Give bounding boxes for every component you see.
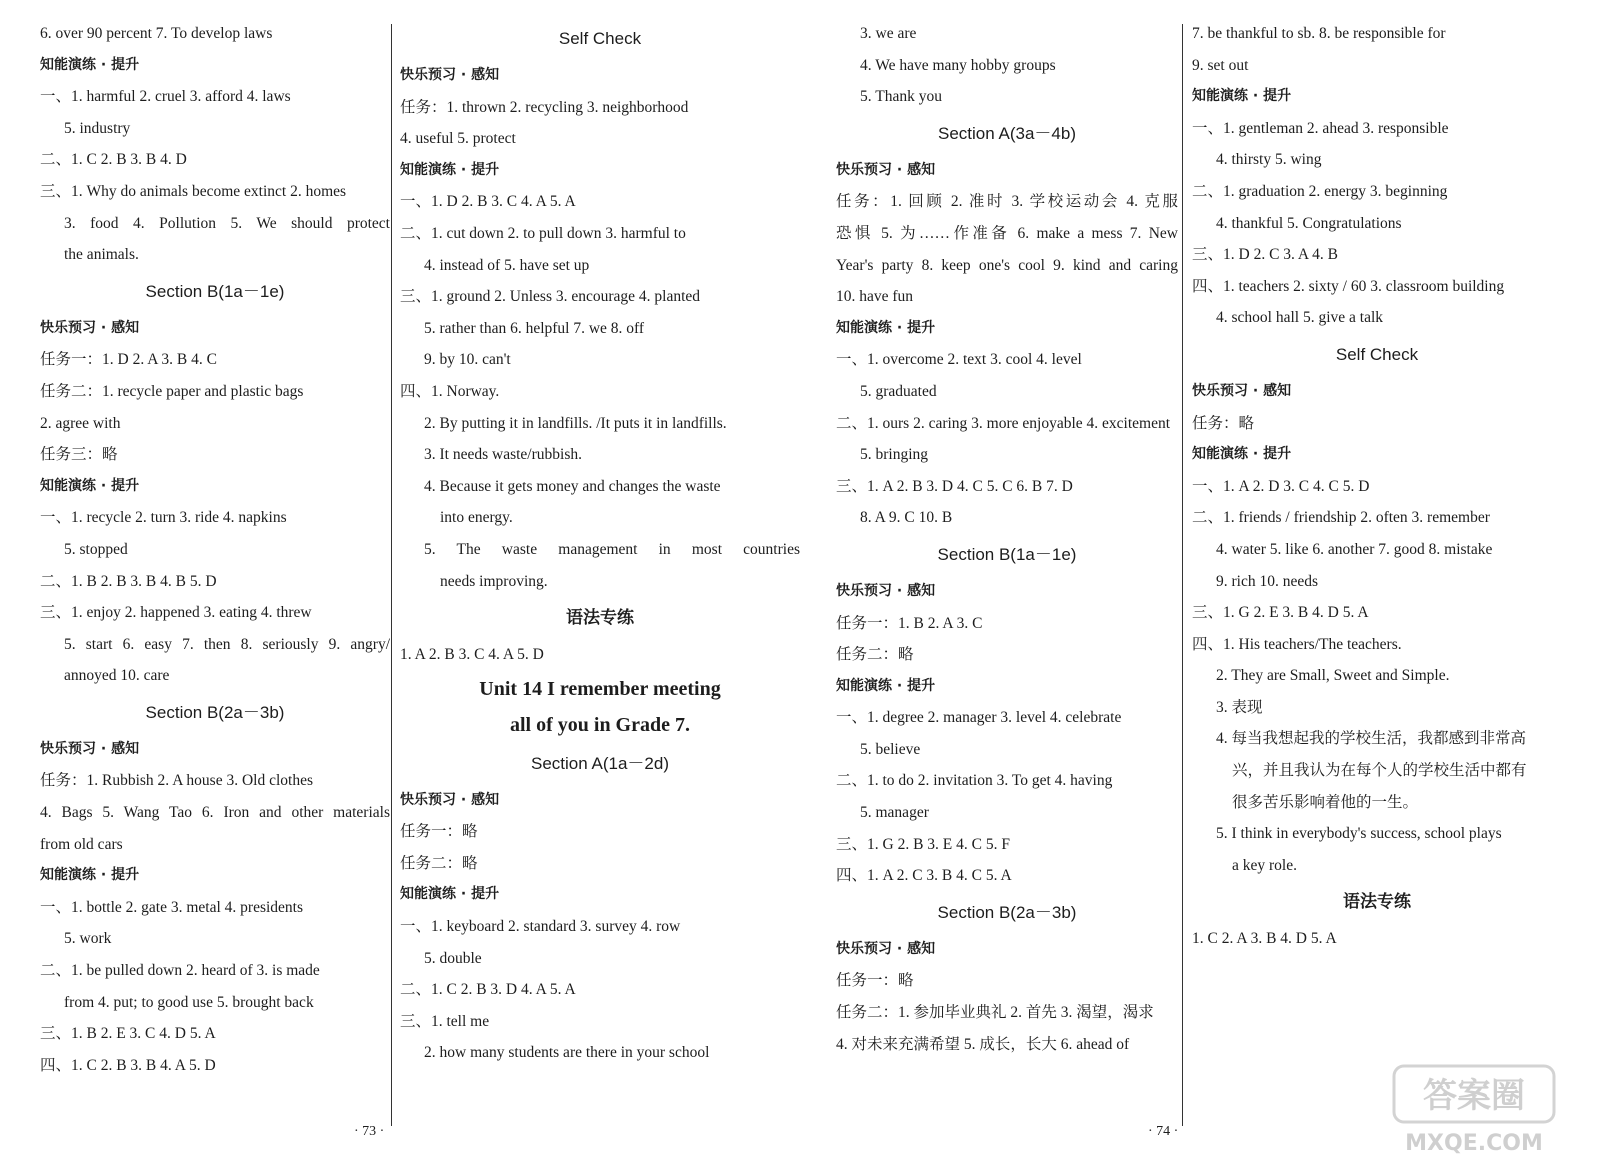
subsection-label: 快乐预习 · 感知 [400, 67, 500, 83]
answer-line: 四、1. teachers 2. sixty / 60 3. classroom building [1192, 277, 1505, 295]
answer-line: 二、1. be pulled down 2. heard of 3. is made [40, 962, 320, 980]
section-heading: Section A(1a－2d) [531, 753, 669, 773]
answer-line: 一、1. harmful 2. cruel 3. afford 4. laws [40, 88, 291, 106]
answer-line: 5. stopped [64, 540, 128, 558]
section-heading: Section A(3a－4b) [938, 123, 1076, 143]
page-number-right: · 74 · [1148, 1124, 1179, 1139]
answer-line: 4. water 5. like 6. another 7. good 8. mistake [1216, 540, 1493, 558]
answer-line: 一、1. D 2. B 3. C 4. A 5. A [400, 193, 576, 211]
answer-line: 任务：1. 回顾 2. 准时 3. 学校运动会 4. 克服 [836, 193, 1178, 211]
answer-line: 3. 表现 [1216, 698, 1263, 716]
subsection-label: 快乐预习 · 感知 [40, 319, 140, 336]
column-3 [836, 18, 1178, 1060]
answer-line: 4. Because it gets money and changes the waste [424, 477, 721, 495]
answer-line: 5. graduated [860, 382, 937, 400]
answer-line: 4. thankful 5. Congratulations [1216, 214, 1402, 232]
answer-line: 9. set out [1192, 56, 1249, 74]
answer-line: 2. agree with [40, 414, 121, 432]
page-number-left: · 73 · [354, 1124, 385, 1139]
subsection-label: 知能演练 · 提升 [836, 677, 936, 694]
answer-line: 5. I think in everybody's success, school plays [1216, 825, 1502, 843]
subsection-label: 知能演练 · 提升 [1192, 88, 1292, 105]
answer-line: 5. manager [860, 804, 929, 822]
subsection-label: 快乐预习 · 感知 [836, 582, 936, 599]
answer-line: a key role. [1232, 856, 1297, 874]
section-heading: Section B(1a－1e) [937, 544, 1077, 564]
answer-line: 任务一：1. B 2. A 3. C [836, 614, 983, 632]
answer-line: 5. bringing [860, 446, 929, 464]
answer-line: 5. double [424, 949, 482, 967]
subsection-label: 快乐预习 · 感知 [836, 161, 936, 178]
answer-line: 任务：1. Rubbish 2. A house 3. Old clothes [40, 772, 313, 790]
answer-line: 4. Bags 5. Wang Tao 6. Iron and other materials [40, 804, 390, 822]
answer-line: 四、1. C 2. B 3. B 4. A 5. D [40, 1056, 216, 1074]
answer-line: annoyed 10. care [64, 667, 170, 685]
answer-line: 4. useful 5. protect [400, 130, 516, 148]
answer-line: 任务一：略 [400, 823, 478, 841]
answer-line: 3. we are [860, 25, 917, 42]
answer-line: 2. They are Small, Sweet and Simple. [1216, 667, 1450, 685]
answer-line: 4. school hall 5. give a talk [1216, 309, 1384, 327]
answer-line: 四、1. A 2. C 3. B 4. C 5. A [836, 867, 1012, 885]
answer-line: 4. We have many hobby groups [860, 56, 1056, 74]
answer-line: 4. thirsty 5. wing [1216, 151, 1322, 169]
answer-line: 5. Thank you [860, 88, 942, 106]
answer-line: 四、1. Norway. [400, 382, 500, 400]
answer-line: 9. rich 10. needs [1216, 572, 1319, 590]
column-2 [400, 18, 800, 1069]
answer-line: 三、1. G 2. B 3. E 4. C 5. F [836, 835, 1010, 853]
answer-line: 一、1. gentleman 2. ahead 3. responsible [1192, 119, 1449, 137]
answer-line: from 4. put; to good use 5. brought back [64, 993, 314, 1011]
answer-line: 3. food 4. Pollution 5. We should protect [64, 214, 390, 232]
answer-line: 三、1. enjoy 2. happened 3. eating 4. threw [40, 604, 312, 622]
answer-line: 5. The waste management in most countries [424, 540, 800, 558]
subsection-label: 快乐预习 · 感知 [40, 740, 140, 757]
answer-line: 任务一：1. D 2. A 3. B 4. C [40, 351, 217, 369]
subsection-label: 知能演练 · 提升 [40, 867, 140, 884]
section-heading: Self Check [558, 29, 642, 48]
answer-line: into energy. [440, 509, 513, 527]
answer-line: 一、1. degree 2. manager 3. level 4. celebrate [836, 709, 1122, 727]
section-heading: Section B(2a－3b) [937, 902, 1077, 922]
answer-line: 10. have fun [836, 288, 914, 306]
answer-line: 二、1. graduation 2. energy 3. beginning [1192, 182, 1448, 200]
subsection-label: 知能演练 · 提升 [40, 477, 140, 494]
answer-line: 二、1. C 2. B 3. D 4. A 5. A [400, 981, 576, 999]
answer-line: 任务三：略 [40, 446, 118, 464]
answer-line: 6. over 90 percent 7. To develop laws [40, 25, 273, 42]
answer-line: 任务一：略 [836, 972, 914, 990]
subsection-label: 快乐预习 · 感知 [400, 791, 500, 808]
answer-line: 三、1. D 2. C 3. A 4. B [1192, 246, 1338, 264]
answer-line: 二、1. friends / friendship 2. often 3. remember [1192, 509, 1490, 527]
answer-line: 任务二：略 [836, 646, 914, 664]
answer-line: 四、1. His teachers/The teachers. [1192, 635, 1402, 653]
watermark-logo [1388, 1062, 1560, 1160]
answer-line: 三、1. B 2. E 3. C 4. D 5. A [40, 1025, 216, 1043]
answer-line: 一、1. recycle 2. turn 3. ride 4. napkins [40, 509, 287, 527]
answer-line: 三、1. G 2. E 3. B 4. D 5. A [1192, 604, 1369, 622]
subsection-label: 知能演练 · 提升 [400, 161, 500, 178]
answer-line: 4. 每当我想起我的学校生活，我都感到非常高 [1216, 730, 1527, 748]
unit-title: all of you in Grade 7. [509, 713, 690, 736]
answer-line: 兴，并且我认为在每个人的学校生活中都有 [1232, 762, 1527, 780]
answer-line: 一、1. keyboard 2. standard 3. survey 4. row [400, 918, 681, 936]
column-divider [391, 24, 392, 1126]
answer-line: 1. C 2. A 3. B 4. D 5. A [1192, 930, 1337, 948]
subsection-label: 知能演练 · 提升 [400, 886, 500, 903]
column-divider [1182, 24, 1183, 1126]
answer-line: 5. believe [860, 740, 921, 758]
section-heading: Self Check [1335, 344, 1419, 364]
answer-line: the animals. [64, 246, 139, 264]
answer-line: 三、1. ground 2. Unless 3. encourage 4. planted [400, 288, 701, 306]
answer-line: 恐惧 5. 为……作准备 6. make a mess 7. New [836, 224, 1178, 242]
answer-line: needs improving. [440, 572, 548, 590]
answer-line: 二、1. C 2. B 3. B 4. D [40, 151, 187, 169]
answer-line: 4. instead of 5. have set up [424, 256, 590, 274]
answer-line: 一、1. A 2. D 3. C 4. C 5. D [1192, 477, 1370, 495]
answer-line: 5. industry [64, 119, 131, 137]
section-heading: Section B(2a－3b) [145, 702, 285, 722]
subsection-label: 知能演练 · 提升 [1192, 446, 1292, 463]
answer-line: from old cars [40, 835, 123, 853]
subsection-label: 知能演练 · 提升 [40, 56, 140, 73]
answer-line: 任务二：1. 参加毕业典礼 2. 首先 3. 渴望，渴求 [836, 1004, 1154, 1022]
answer-line: Year's party 8. keep one's cool 9. kind and caring [836, 256, 1178, 274]
section-heading: 语法专练 [1343, 892, 1411, 913]
answer-line: 三、1. A 2. B 3. D 4. C 5. C 6. B 7. D [836, 477, 1073, 495]
answer-line: 5. work [64, 930, 112, 948]
answer-line: 2. By putting it in landfills. /It puts it in landfills. [424, 414, 727, 432]
answer-line: 任务二：1. recycle paper and plastic bags [40, 382, 304, 400]
unit-title: Unit 14 I remember meeting [479, 677, 721, 700]
answer-line: 8. A 9. C 10. B [860, 509, 953, 527]
subsection-label: 快乐预习 · 感知 [1192, 382, 1292, 399]
answer-line: 7. be thankful to sb. 8. be responsible for [1192, 25, 1446, 42]
answer-line: 1. A 2. B 3. C 4. A 5. D [400, 646, 544, 664]
answer-line: 二、1. B 2. B 3. B 4. B 5. D [40, 572, 217, 590]
answer-line: 2. how many students are there in your school [424, 1044, 710, 1062]
answer-line: 5. start 6. easy 7. then 8. seriously 9. angry/ [64, 635, 390, 653]
svg-text:答案圈: 答案圈 [1423, 1076, 1525, 1116]
answer-line: 4. 对未来充满希望 5. 成长，长大 6. ahead of [836, 1035, 1130, 1053]
subsection-label: 快乐预习 · 感知 [836, 940, 936, 957]
answer-line: 任务：略 [1192, 414, 1255, 432]
answer-line: 一、1. overcome 2. text 3. cool 4. level [836, 351, 1082, 369]
answer-line: 三、1. Why do animals become extinct 2. homes [40, 182, 347, 200]
svg-text:MXQE.COM: MXQE.COM [1405, 1131, 1543, 1156]
answer-line: 任务：1. thrown 2. recycling 3. neighborhood [400, 98, 689, 116]
answer-line: 一、1. bottle 2. gate 3. metal 4. presidents [40, 898, 304, 916]
answer-line: 3. It needs waste/rubbish. [424, 446, 582, 464]
answer-line: 很多苦乐影响着他的一生。 [1232, 793, 1419, 811]
answer-line: 任务二：略 [400, 854, 478, 872]
answer-line: 二、1. ours 2. caring 3. more enjoyable 4. excitement [836, 414, 1171, 432]
answer-line: 三、1. tell me [400, 1012, 490, 1030]
column-1 [40, 18, 390, 1081]
column-4 [1192, 18, 1562, 955]
section-heading: 语法专练 [566, 608, 634, 629]
section-heading: Section B(1a－1e) [145, 281, 285, 301]
answer-line: 二、1. cut down 2. to pull down 3. harmful to [400, 224, 686, 242]
answer-line: 5. rather than 6. helpful 7. we 8. off [424, 319, 645, 337]
answer-line: 二、1. to do 2. invitation 3. To get 4. having [836, 772, 1113, 790]
answer-line: 9. by 10. can't [424, 351, 511, 369]
subsection-label: 知能演练 · 提升 [836, 319, 936, 336]
